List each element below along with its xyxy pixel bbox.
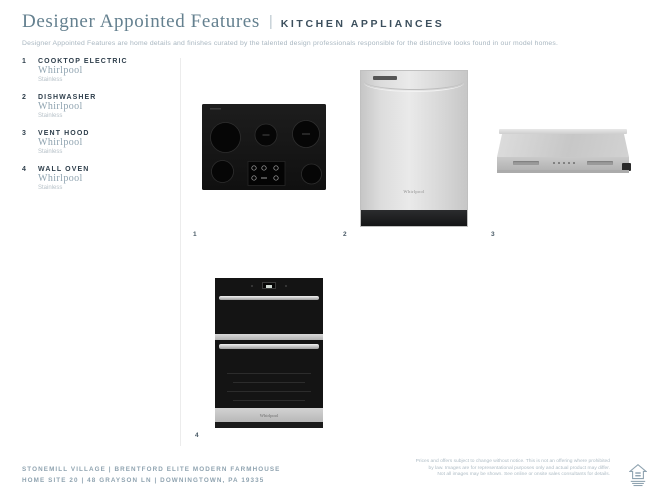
feature-finish: Stainless bbox=[38, 113, 63, 119]
product-image-vent-hood bbox=[497, 129, 629, 174]
figure-label-2: 2 bbox=[343, 231, 347, 238]
list-gallery-divider bbox=[180, 58, 181, 446]
dishwasher-kick-panel bbox=[361, 210, 467, 226]
page-subtitle: Designer Appointed Features are home details and finishes curated by the talented design professionals responsible for the distinctive looks found in our model homes. bbox=[22, 40, 559, 47]
feature-number: 4 bbox=[22, 166, 26, 173]
feature-finish: Stainless bbox=[38, 149, 63, 155]
vent-hood-control-band bbox=[497, 157, 629, 170]
feature-number: 1 bbox=[22, 58, 26, 65]
vent-hood-left-vent bbox=[513, 161, 539, 165]
header bbox=[22, 11, 444, 33]
feature-number: 2 bbox=[22, 94, 26, 101]
feature-name: DISHWASHER bbox=[38, 94, 97, 101]
feature-name: WALL OVEN bbox=[38, 166, 90, 173]
vent-hood-buttons bbox=[553, 160, 575, 166]
dishwasher-grip-highlight bbox=[364, 82, 464, 92]
disclaimer-line: Prices and offers subject to change without notice. This is not an offering where prohibited bbox=[415, 459, 610, 464]
vent-hood-slope-face bbox=[497, 134, 629, 157]
vent-hood-right-vent bbox=[587, 161, 613, 165]
figure-label-1: 1 bbox=[193, 231, 197, 238]
feature-brand: Whirlpool bbox=[38, 101, 83, 112]
equal-housing-opportunity-icon bbox=[629, 463, 647, 487]
product-image-wall-oven bbox=[215, 278, 323, 428]
site-address-line: HOME SITE 20 | 48 GRAYSON LN | DOWNINGTOWN, PA 19335 bbox=[22, 477, 265, 484]
feature-name: COOKTOP ELECTRIC bbox=[38, 58, 128, 65]
vent-hood-top-edge bbox=[499, 129, 627, 134]
figure-label-4: 4 bbox=[195, 432, 199, 439]
wall-oven-bottom-panel bbox=[215, 408, 323, 422]
feature-finish: Stainless bbox=[38, 77, 63, 83]
disclaimer-line: Not all images may be shown. See online or onsite sales consultants for details. bbox=[437, 472, 610, 478]
disclaimer-line: by law. Images are for representational purposes only and actual product may differ. bbox=[428, 465, 610, 471]
wall-oven-display bbox=[262, 282, 276, 289]
product-image-electric-cooktop bbox=[202, 104, 326, 190]
electric-cooktop-illustration bbox=[202, 104, 326, 190]
feature-item-cooktop bbox=[22, 58, 128, 84]
wall-oven-upper-handle bbox=[219, 296, 319, 300]
feature-brand: Whirlpool bbox=[38, 137, 83, 148]
dishwasher-brand-mark: Whirlpool bbox=[403, 189, 425, 194]
category-title: KITCHEN APPLIANCES bbox=[280, 18, 445, 30]
wall-oven-divider bbox=[215, 334, 323, 340]
feature-name: VENT HOOD bbox=[38, 130, 90, 137]
footer-disclaimer bbox=[380, 459, 610, 479]
feature-finish: Stainless bbox=[38, 185, 63, 191]
feature-brand: Whirlpool bbox=[38, 65, 83, 76]
community-name-line: STONEMILL VILLAGE | BRENTFORD ELITE MODERN FARMHOUSE bbox=[22, 466, 281, 473]
wall-oven-brand-mark: Whirlpool bbox=[259, 412, 279, 418]
wall-oven-base bbox=[215, 422, 323, 428]
feature-item-vent-hood bbox=[22, 130, 128, 156]
footer-community-info bbox=[22, 464, 280, 486]
title-separator: | bbox=[268, 13, 273, 30]
feature-brand: Whirlpool bbox=[38, 173, 83, 184]
title-row bbox=[22, 11, 444, 33]
feature-number: 3 bbox=[22, 130, 26, 137]
vent-hood-bottom-lip bbox=[497, 170, 629, 173]
figure-label-3: 3 bbox=[491, 231, 495, 238]
feature-item-wall-oven bbox=[22, 166, 128, 192]
product-image-dishwasher bbox=[360, 70, 468, 227]
feature-item-dishwasher bbox=[22, 94, 128, 120]
page-title: Designer Appointed Features bbox=[22, 11, 260, 32]
wall-oven-lower-handle bbox=[219, 344, 319, 349]
wall-oven-control-dot bbox=[251, 285, 253, 287]
wall-oven-control-dot bbox=[285, 285, 287, 287]
feature-list bbox=[22, 58, 128, 202]
